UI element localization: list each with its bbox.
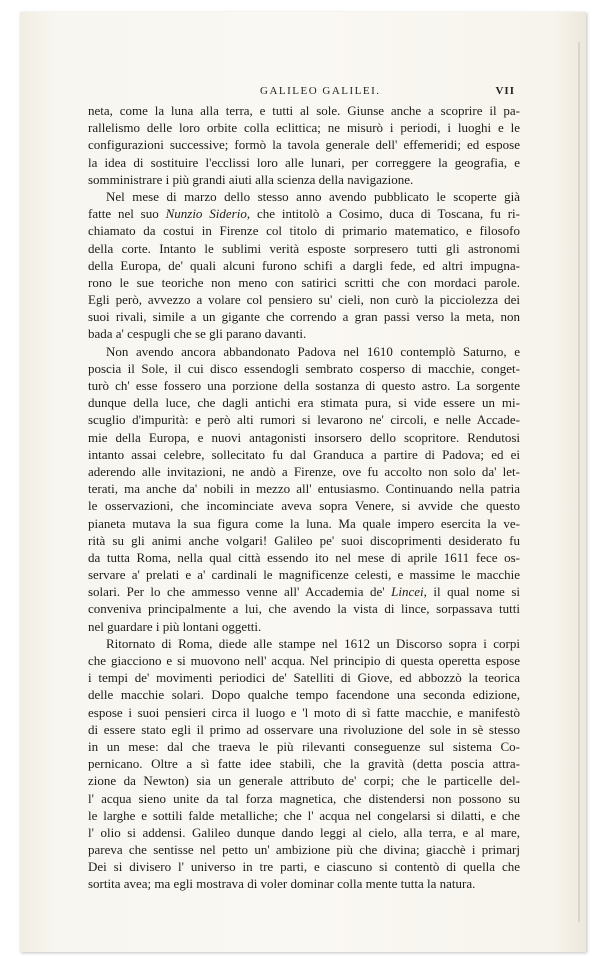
body-text [88,102,520,893]
text-line: mie della Europa, e nuovi antagonisti insorsero dello scopritore. Rendutosi [88,429,520,445]
text-line: di essere stato egli il primo ad osservare una rivoluzione del sole in sè stesso [88,721,520,737]
text-line: in un mese: dal che traeva le più rilevanti conseguenze sul sistema Co- [88,738,520,754]
text-line: conveniva principalmente a lui, che avendo la vista di lince, sorpassava tutti [88,601,520,617]
text-line: suoi rivali, simile a un gigante che correndo a gran passi verso la meta, non [88,309,520,325]
text-line: dunque della luce, che dagli antichi era stimata pura, si vide essere un mi- [88,395,520,411]
paragraph [88,188,520,343]
text-line: pianeta mutava la sua figura come la luna. Ma quale impero esercita la ve- [88,515,520,531]
italic-title: Nunzio Siderio [165,206,247,222]
text-line: l' acqua sieno unite da tal forza magnetica, che distendersi non possono su [88,790,520,806]
text-line: delle macchie solari. Dopo qualche tempo facendone una seconda edizione, [88,687,520,703]
text-line: pareva che sentisse nel petto un' ambizione più che divina; giacchè i primarj [88,842,520,858]
text-line: configurazioni successive; formò la tavola generale dell' effemeridi; ed espose [88,137,520,153]
text-line: le osservazioni, che incominciate aveva sopra Venere, si avvide che questo [88,498,520,514]
text-line: scuglio d'impurità: e però alti rumori si levarono ne' circoli, e nelle Accade- [88,412,520,428]
text-line: rità su gli animi anche volgari! Galileo pe' suoi discoprimenti desiderato fu [88,532,520,548]
text-line: servare a' prelati e a' cardinali le magnificenze celesti, e massime le macchie [88,567,520,583]
text-line: Egli però, avvezzo a volare col pensiero su' cieli, non curò la picciolezza dei [88,292,520,308]
text-line: terati, ma anche da' nobili in mezzo all' entusiasmo. Continuando nella patria [88,481,520,497]
text-line: zione da Newton) sia un generale attributo de' corpi; che le particelle del- [88,773,520,789]
running-title: GALILEO GALILEI. [260,85,381,97]
text-line: solari. Per lo che ammesso venne all' Accademia de' Lincei, il qual nome si [88,584,520,600]
text-line: della corte. Intanto le sublimi verità esposte sorpresero tutti gli astronomi [88,240,520,256]
text-line: aderendo alle invitazioni, ne andò a Firenze, ove fu accolto non solo da' let- [88,463,520,479]
text-line: pernicano. Oltre a sì fatte idee stabilì, che la gravità (detta poscia attra- [88,756,520,772]
paragraph [88,343,520,635]
text-line: la idea di sostituire l'ecclissi loro alle lunari, per correggere la geografia, e [88,154,520,170]
page-header [75,85,515,101]
text-line: da tutta Roma, nella qual città essendo ito nel mese di aprile 1611 fece os- [88,549,520,565]
text-line: Non avendo ancora abbandonato Padova nel 1610 contemplò Saturno, e [106,343,520,359]
text-line: le larghe e sottili falde metalliche; che l' acqua nel congelarsi si dilatti, e che [88,807,520,823]
text-line: Dei si divisero l' universo in tre parti, e ciascuno si contentò di quella che [88,859,520,875]
page-number: VII [495,85,515,97]
text-line: sortita avea; ma egli mostrava di voler dominar colla mente tutta la natura. [88,876,476,892]
text-line: poscia il Sole, il cui disco essendogli sembrato cosperso di macchie, conget- [88,360,520,376]
text-line: della Europa, de' quali alcuni furono schifi a dargli fede, ed altri impugna- [88,257,520,273]
text-line: espose i suoi pensieri circa il luogo e 'l moto di sì fatte macchie, e manifestò [88,704,520,720]
paragraph [88,102,520,188]
text-line: Ritornato di Roma, diede alle stampe nel 1612 un Discorso sopra i corpi [106,635,520,651]
text-line: che giacciono e si muovono nell' acqua. Nel principio di questa operetta espose [88,653,520,668]
text-line: neta, come la luna alla terra, e tutti al sole. Giunse anche a scoprire il pa- [88,103,520,118]
text-line: somministrare i più grandi aiuti alla scienza della navigazione. [88,171,414,187]
text-line: intanto assai celebre, sollecitato fu dal Granduca a partire di Padova; ed ei [88,446,520,462]
text-line: fatte nel suo Nunzio Siderio, che intitolò a Cosimo, duca di Toscana, fu ri- [88,206,520,222]
text-line: turò ch' esse fossero una porzione della sostanza di questo astro. La sorgente [88,378,520,393]
italic-title: Lincei [391,584,424,600]
text-line: l' olio si addensi. Galileo dunque dando leggi al cielo, alla terra, e al mare, [88,824,520,840]
text-line: rono le sue teoriche non meno con satirici scritti che con mordaci parole. [88,274,520,290]
text-line: i tempi de' movimenti periodici de' Satelliti di Giove, ed abbozzò la teorica [88,670,520,686]
text-line: bada a' cespugli che se gli parano davanti. [88,326,307,342]
text-line: Nel mese di marzo dello stesso anno avendo pubblicato le scoperte già [106,188,520,204]
text-line: chiamato da costui in Firenze col titolo di primario matematico, e filosofo [88,223,520,239]
paragraph [88,635,520,893]
text-line: rallelismo delle loro orbite colla eclittica; ne misurò i periodi, i luoghi e le [88,120,520,136]
text-line: nel guardare i più lontani oggetti. [88,618,262,634]
